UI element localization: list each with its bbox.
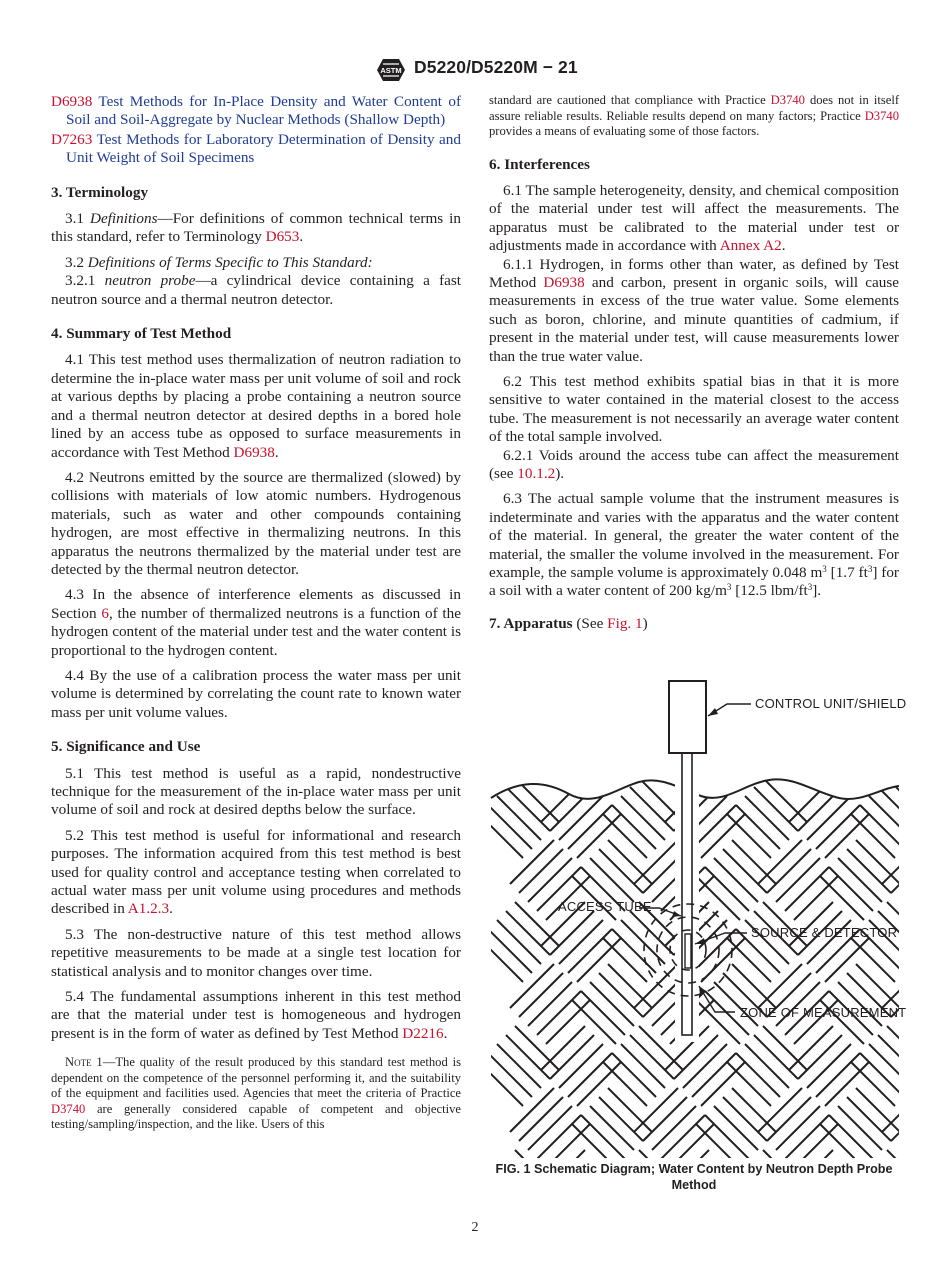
soil-hatch-line (550, 787, 594, 831)
svg-text:ASTM: ASTM (380, 66, 402, 75)
soil-hatch-line (661, 1115, 705, 1159)
soil-hatch-line (528, 858, 572, 902)
soil-hatch-line (559, 920, 603, 964)
document-designation: D5220/D5220M − 21 (414, 57, 578, 77)
soil-hatch-line (550, 1035, 594, 1079)
soil-hatch-line (856, 840, 900, 884)
soil-hatch-line (705, 867, 749, 911)
page-header (0, 55, 950, 85)
soil-hatch-line (639, 1150, 683, 1160)
figure-caption: FIG. 1 Schematic Diagram; Water Content by Neutron Depth Probe Method (495, 1162, 893, 1192)
soil-hatch-line (497, 920, 541, 964)
practice-link[interactable]: D3740 (770, 93, 805, 107)
soil-hatch-line (630, 911, 674, 955)
soil-hatch-line (497, 796, 541, 840)
paragraph: 6.2.1 Voids around the access tube can affect the measurement (see 10.1.2). (489, 446, 899, 482)
soil-hatch-line (851, 1062, 895, 1106)
paragraph: 4.3 In the absence of interference elements as discussed in Section 6, the number of thermalized neutrons is a function of the hydrogen content of the material under test and the water content is proportional to the hydrogen content. (51, 586, 461, 659)
soil-hatch-line (754, 787, 798, 831)
soil-hatch-line (519, 973, 563, 1017)
paragraph: 5.3 The non-destructive nature of this test method allows repetitive measurements to be made at a single test location for statistical analysis and to monitor changes over time. (51, 925, 461, 980)
soil-hatch-line (612, 929, 656, 973)
soil-hatch-line (528, 982, 572, 1026)
section-heading: 3. Terminology (51, 183, 149, 201)
soil-hatch-line (621, 1044, 665, 1088)
soil-hatch-line (732, 840, 776, 884)
soil-hatch-line (838, 858, 882, 902)
terminology-link[interactable]: D653 (265, 228, 300, 246)
soil-hatch-line (489, 929, 532, 973)
soil-hatch-line (758, 1088, 802, 1132)
soil-hatch-line (519, 1097, 563, 1141)
section-heading: 4. Summary of Test Method (51, 325, 232, 343)
soil-hatch-line (900, 1106, 901, 1150)
soil-hatch-line (798, 1159, 842, 1160)
soil-hatch-line (767, 1097, 811, 1141)
soil-hatch-line (621, 920, 665, 964)
soil-hatch-line (510, 964, 554, 1008)
paragraph: 4.4 By the use of a calibration process the water mass per unit volume is determined by correlating the count rate to known water mass per unit volume values. (51, 666, 461, 721)
soil-hatch-line (550, 911, 594, 955)
figure-1 (489, 668, 907, 1160)
soil-hatch-line (541, 778, 585, 822)
soil-hatch-line (723, 849, 767, 893)
soil-hatch-line (506, 1159, 550, 1160)
soil-hatch-line (506, 1035, 550, 1079)
soil-hatch-line (528, 1106, 572, 1150)
soil-hatch-line (767, 849, 811, 893)
soil-hatch-line (506, 787, 550, 831)
annex-link[interactable]: A1.2.3 (127, 900, 170, 918)
soil-hatch-line (590, 858, 634, 902)
label-control-unit: CONTROL UNIT/SHIELD (755, 696, 907, 711)
soil-hatch-line (825, 814, 869, 858)
soil-hatch-line (577, 1062, 621, 1106)
soil-hatch-line (683, 1044, 727, 1088)
control-unit-shield (669, 681, 706, 753)
soil-hatch-line (851, 814, 895, 858)
paragraph: 3.1 Definitions—For definitions of common technical terms in this standard, refer to Terminology D653. (51, 210, 461, 246)
soil-hatch-line (612, 805, 656, 849)
soil-hatch-line (608, 964, 652, 1008)
soil-hatch-line (816, 1053, 860, 1097)
soil-hatch-line (754, 1035, 798, 1079)
soil-hatch-line (758, 964, 802, 1008)
soil-hatch-line (608, 840, 652, 884)
soil-hatch-line (763, 1026, 807, 1070)
figure-link[interactable]: Fig. 1 (607, 614, 643, 632)
label-source-detector: SOURCE & DETECTOR (751, 925, 898, 940)
soil-hatch-line (652, 1106, 696, 1150)
reference-code[interactable]: D7263 (51, 130, 93, 148)
soil-hatch-line (776, 1106, 820, 1150)
soil-hatch-line (510, 840, 554, 884)
astm-logo-icon (372, 55, 410, 85)
section-heading: 7. Apparatus (See Fig. 1) (489, 614, 648, 632)
soil-hatch-line (727, 814, 771, 858)
soil-hatch-line (630, 787, 674, 831)
soil-hatch-line (847, 849, 891, 893)
soil-hatch-line (692, 1053, 736, 1097)
reference-code[interactable]: D6938 (51, 93, 93, 110)
soil-hatch-line (581, 991, 625, 1035)
soil-hatch-line (568, 929, 612, 973)
soil-hatch-line (736, 805, 780, 849)
soil-hatch-line (825, 1062, 869, 1106)
access-tube (682, 752, 692, 1035)
soil-hatch-line (714, 1106, 758, 1150)
test-method-link[interactable]: D6938 (543, 273, 585, 291)
section-heading: 5. Significance and Use (51, 738, 201, 756)
soil-hatch-line (572, 1000, 616, 1044)
right-column (489, 93, 899, 641)
section-link[interactable]: 6 (101, 604, 109, 622)
paragraph: 5.2 This test method is useful for informational and research purposes. The information acquired from this test method is best used for quality control and acceptance testing when correlated to actual water mass per unit volume using procedures and methods described in A1.2.3. (51, 826, 461, 918)
test-method-link[interactable]: D6938 (233, 443, 275, 461)
soil-hatch-line (603, 814, 647, 858)
soil-hatch-line (727, 938, 771, 982)
soil-hatch-line (776, 858, 820, 902)
soil-hatch-line (603, 938, 647, 982)
soil-hatch-line (785, 867, 829, 911)
soil-hatch-line (829, 867, 873, 911)
soil-hatch-line (701, 814, 745, 858)
soil-hatch-line (714, 858, 758, 902)
soil-hatch-line (798, 1035, 842, 1079)
soil-hatch-line (621, 796, 665, 840)
source-detector (685, 934, 691, 968)
soil-hatch-line (727, 1062, 771, 1106)
soil-hatch-line (732, 1088, 776, 1132)
soil-hatch-line (608, 1088, 652, 1132)
soil-hatch-line (590, 982, 634, 1026)
soil-hatch-line (789, 1026, 833, 1070)
page-number: 2 (471, 1220, 479, 1235)
practice-link[interactable]: D3740 (864, 108, 899, 123)
paragraph: 4.2 Neutrons emitted by the source are thermalized (slowed) by collisions with materials of low atomic numbers. Hydrogenous materials, such as water and other compounds containing hydrogen, are most effective in thermalizing neutrons. In this apparatus the neutrons thermalized by the material under test are detected by the thermal neutron detector. (51, 468, 461, 578)
soil-hatch-line (489, 1053, 532, 1097)
soil-hatch-line (856, 1088, 900, 1132)
soil-hatch-line (630, 1159, 674, 1160)
soil-hatch-line (878, 1159, 901, 1160)
soil-hatch-line (887, 1150, 901, 1160)
soil-hatch-line (630, 1035, 674, 1079)
soil-hatch-line (798, 787, 842, 831)
reference-item: D6938 Test Methods for In-Place Density and Water Content of Soil and Soil-Aggregate by Nuclear Methods (Shallow Depth) (51, 93, 461, 129)
soil-hatch-line (634, 964, 678, 1008)
annex-link[interactable]: Annex A2 (719, 237, 782, 255)
reference-item: D7263 Test Methods for Laboratory Determination of Density and Unit Weight of Soil Specimens (51, 130, 461, 167)
label-zone-of-measurement: ZONE OF MEASUREMENT (740, 1005, 907, 1020)
soil-hatch-line (838, 1106, 882, 1150)
soil-hatch-line (789, 778, 833, 822)
soil-hatch-line (590, 1106, 634, 1150)
label-access-tube: ACCESS TUBE (558, 899, 652, 914)
soil-hatch-line (515, 1026, 559, 1070)
practice-link[interactable]: D3740 (51, 1101, 86, 1116)
soil-hatch-line (825, 938, 869, 982)
soil-hatch-line (732, 964, 776, 1008)
soil-hatch-line (745, 796, 789, 840)
soil-hatch-line (794, 876, 838, 920)
paragraph: 6.1.1 Hydrogen, in forms other than water, as defined by Test Method D6938 and carbon, present in organic soils, will cause measurements in excess of the true water value. Some elements such as boron, chlorine, and minute quantities of cadmium, if present in the material under test, will cause measurements lower than the true water value. (489, 255, 899, 365)
soil-hatch-line (763, 1150, 807, 1160)
soil-hatch-line (581, 1115, 625, 1159)
soil-hatch-line (723, 1097, 767, 1141)
soil-hatch-line (497, 1044, 541, 1088)
note: Note 1—The quality of the result produced by this standard test method is dependent on the competence of the personnel performing it, and the suitability of the equipment and facilities used. Agencies that meet the criteria of Practice D3740 are generally considered capable of competent and objective testing/sampling/inspection, and the like. Users of this (51, 1055, 461, 1132)
soil-hatch-line (559, 796, 603, 840)
soil-hatch-line (674, 1159, 718, 1160)
soil-hatch-line (541, 1026, 585, 1070)
soil-hatch-line (816, 805, 860, 849)
soil-hatch-line (506, 911, 550, 955)
soil-hatch-line (519, 849, 563, 893)
soil-hatch-line (820, 876, 864, 920)
soil-hatch-line (603, 1062, 647, 1106)
paragraph: 3.2.1 neutron probe—a cylindrical device containing a fast neutron source and a thermal neutron detector. (51, 272, 462, 308)
soil-hatch-line (577, 938, 621, 982)
soil-hatch-line (612, 1053, 656, 1097)
left-column (51, 93, 461, 1133)
soil-hatch-line (634, 840, 678, 884)
soil-hatch-line (807, 1044, 851, 1088)
paragraph: 6.1 The sample heterogeneity, density, and chemical composition of the material under test will affect the measurements. The apparatus must be calibrated to the material under test or adjustments made in accordance with Annex A2. (489, 181, 899, 255)
section-link[interactable]: 10.1.2 (517, 465, 556, 482)
soil-hatch-line (568, 805, 612, 849)
soil-hatch-line (847, 1097, 891, 1141)
soil-hatch-line (701, 1062, 745, 1106)
soil-hatch-line (634, 1088, 678, 1132)
soil-hatch-line (515, 1150, 559, 1160)
soil-hatch-line (745, 1044, 789, 1088)
soil-hatch-line (807, 796, 851, 840)
soil-hatch-line (785, 1115, 829, 1159)
soil-hatch-line (705, 1115, 749, 1159)
soil-hatch-line (489, 805, 532, 849)
soil-hatch-line (856, 964, 900, 1008)
soil-hatch-line (537, 1115, 581, 1159)
soil-hatch-line (696, 1000, 740, 1044)
soil-hatch-line (829, 1115, 873, 1159)
soil-hatch-line (546, 1000, 590, 1044)
soil-hatch-line (599, 1097, 643, 1141)
soil-hatch-line (696, 876, 740, 920)
soil-hatch-line (736, 1053, 780, 1097)
soil-hatch-line (754, 1159, 798, 1160)
paragraph: 3.2 Definitions of Terms Specific to This Standard: (65, 253, 373, 271)
paragraph: 5.1 This test method is useful as a rapid, nondestructive technique for the measurement of the in-place water mass per unit volume of soil and rock at desired depths below the surface. (51, 764, 461, 819)
soil-hatch-line (900, 858, 901, 902)
soil-hatch-line (550, 1159, 594, 1160)
soil-hatch-line (851, 938, 895, 982)
soil-hatch-line (537, 991, 581, 1035)
soil-hatch-line (599, 849, 643, 893)
soil-hatch-line (559, 1044, 603, 1088)
test-method-link[interactable]: D2216 (402, 1024, 444, 1042)
soil-hatch-line (758, 840, 802, 884)
soil-hatch-line (515, 902, 559, 946)
paragraph: 4.1 This test method uses thermalization of neutron radiation to determine the in-place water mass per unit volume of soil and rock at various depths by placing a probe containing a neutron source and a thermal neutron detector at desired depths in a bored hole lined by an access tube as opposed to surface measurements in accordance with Test Method D6938. (51, 351, 461, 461)
note-continued: standard are cautioned that compliance with Practice D3740 does not in itself assure reliable results. Reliable results depend on many factors; Practice D3740 provides a means of evaluating some of those factors. (489, 93, 900, 138)
section-heading: 6. Interferences (489, 155, 590, 173)
soil-hatch-line (599, 973, 643, 1017)
paragraph: 6.2 This test method exhibits spatial bias in that it is more sensitive to water contained in the material closest to the access tube. The measurement is not necessarily an average water content of the total sample involved. (489, 372, 899, 446)
soil-hatch-line (568, 1053, 612, 1097)
soil-hatch-line (643, 1097, 687, 1141)
paragraph: 6.3 The actual sample volume that the instrument measures is indeterminate and varies with the apparatus and the water content of the material. In general, the greater the water content of the material, the smaller the volume involved in the measurement. For example, the sample volume is approximately 0.048 $m^3$ [1.7 $ft^3$] for a soil with a water content of 200 $kg/m^3$ [12.5 lbm/$ft^3$]. (489, 490, 899, 600)
soil-hatch-line (510, 1088, 554, 1132)
neutron-probe-diagram (489, 668, 901, 1160)
paragraph: 5.4 The fundamental assumptions inherent in this test method are that the material under test is homogeneous and hydrogen present is in the form of water as defined by Test Method D2216. (51, 988, 461, 1042)
soil-hatch-line (577, 814, 621, 858)
